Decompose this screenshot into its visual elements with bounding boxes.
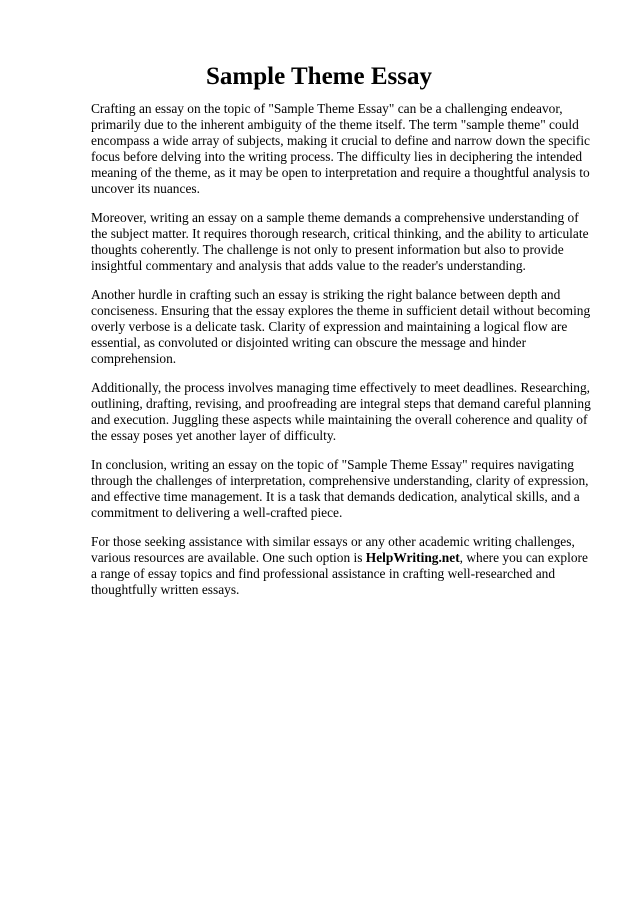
paragraph-balance: Another hurdle in crafting such an essay is striking the right balance between depth and conciseness. Ensuring that the essay explores the theme in sufficient detail without becoming overly verbose is a delicate task. Clarity of expression and maintaining a logical flow are essential, as convoluted or disjointed writing can obscure the message and hinder comprehension. <box>91 287 591 366</box>
paragraph-conclusion: In conclusion, writing an essay on the topic of "Sample Theme Essay" requires navigating through the challenges of interpretation, comprehensive understanding, clarity of expression, and effective time management. It is a task that demands dedication, analytical skills, and a commitment to delivering a well-crafted piece. <box>91 457 589 520</box>
paragraph-time-management: Additionally, the process involves managing time effectively to meet deadlines. Researching, outlining, drafting, revising, and proofreading are integral steps that demand careful planning and execution. Juggling these aspects while maintaining the overall coherence and quality of the essay poses yet another layer of difficulty. <box>91 380 591 443</box>
paragraph-intro: Crafting an essay on the topic of "Sample Theme Essay" can be a challenging endeavor, primarily due to the inherent ambiguity of the theme itself. The term "sample theme" could encompass a wide array of subjects, making it crucial to define and narrow down the specific focus before delving into the writing process. The difficulty lies in deciphering the intended meaning of the theme, as it may be open to interpretation and require a thoughtful analysis to uncover its nuances. <box>91 101 590 196</box>
brand-name: HelpWriting.net <box>365 550 460 565</box>
assistance-text-after: , where you can explore a range of essay topics and find professional assistance in crafting well-researched and thoughtfully written essays. <box>91 550 588 597</box>
assistance-text-before: For those seeking assistance with similar essays or any other academic writing challenges, various resources are available. One such option is <box>91 534 575 565</box>
paragraph-understanding: Moreover, writing an essay on a sample theme demands a comprehensive understanding of the subject matter. It requires thorough research, critical thinking, and the ability to articulate thoughts coherently. The challenge is not only to present information but also to provide insightful commentary and analysis that adds value to the reader's understanding. <box>91 210 589 273</box>
page-title: Sample Theme Essay <box>206 63 432 90</box>
paragraph-assistance <box>91 534 592 598</box>
